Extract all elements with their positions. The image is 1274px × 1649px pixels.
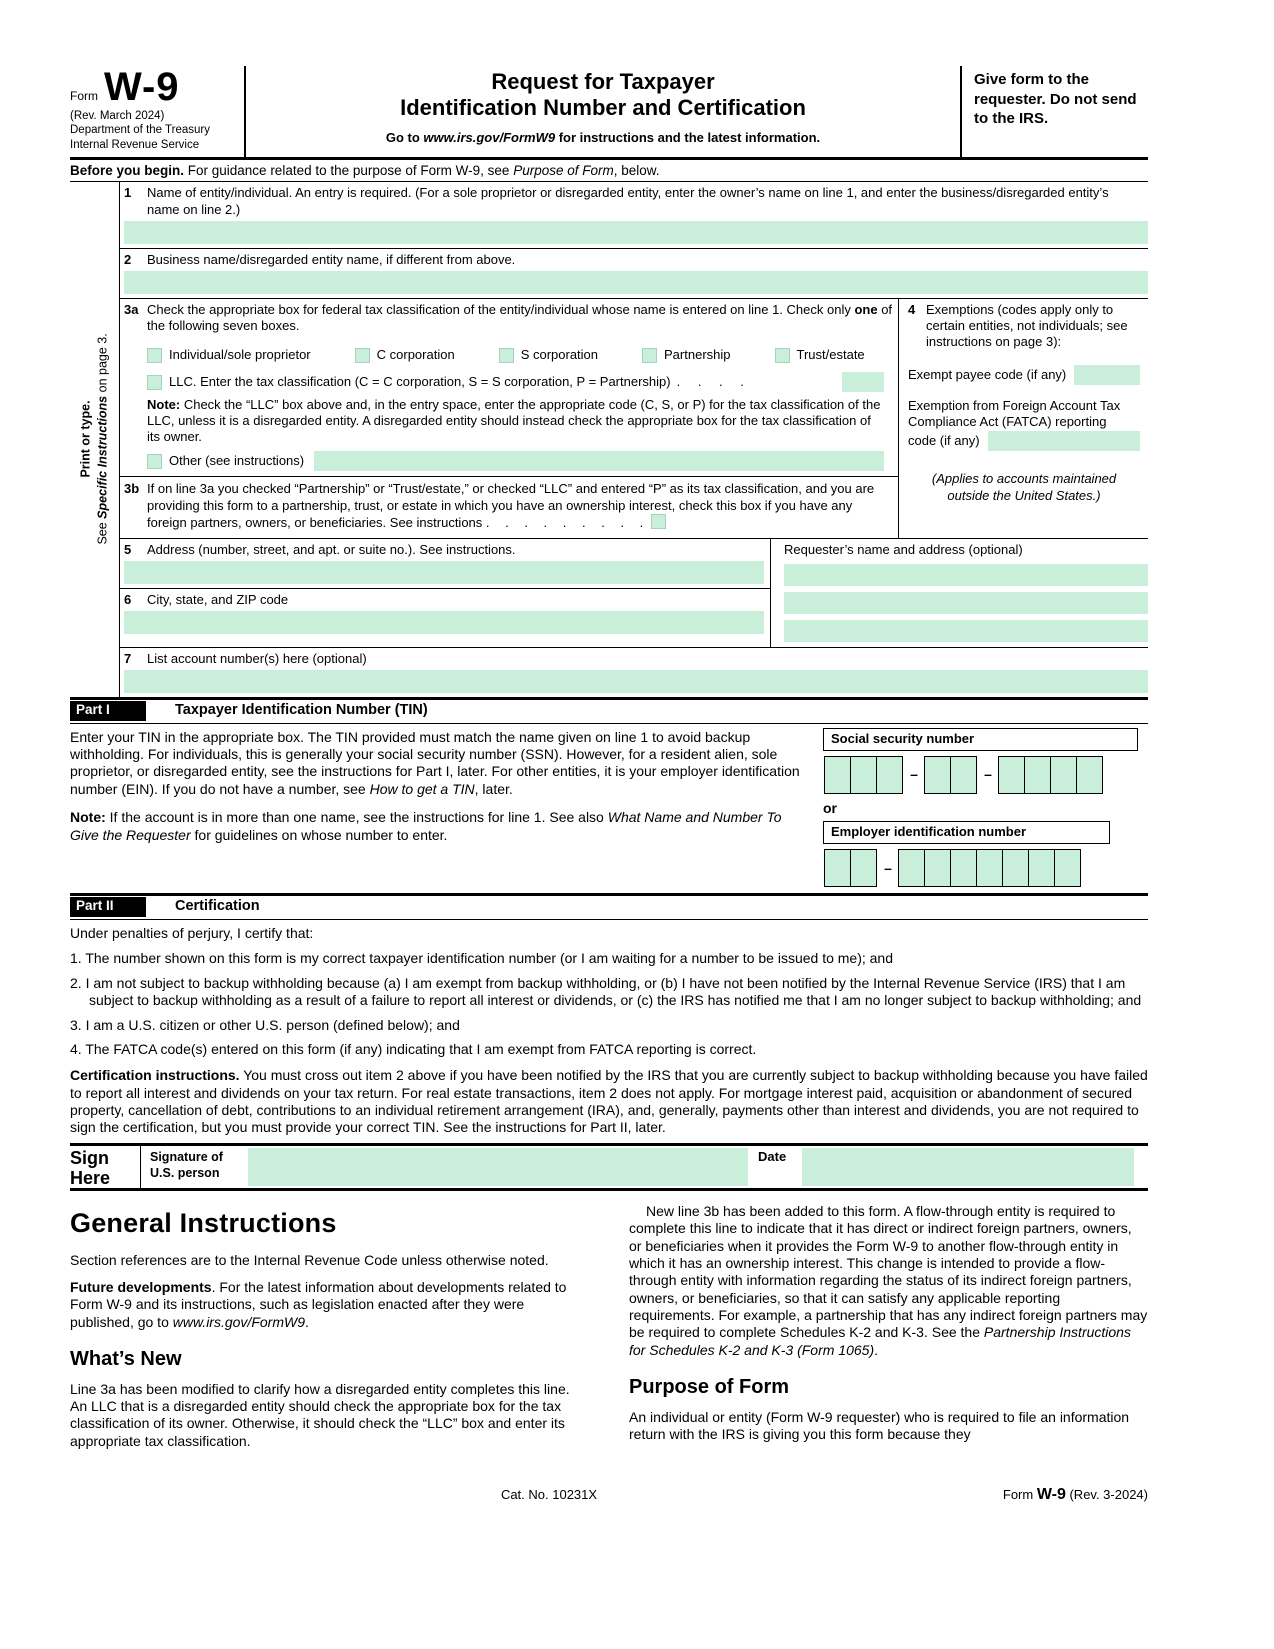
ssn-digit-box[interactable]: [998, 756, 1025, 794]
line-1-number: 1: [124, 185, 132, 201]
certification-item-2: 2. I am not subject to backup withholding because (a) I am exempt from backup withholding, or (b) I have not been notified by the Internal Revenue Service (IRS) that I am subject to backup withholding as a result of a failure to report all interest or dividends, or (c) the IRS has notified me that I am no longer subject to backup withholding; and: [70, 974, 1142, 1009]
ssn-dash: –: [984, 766, 992, 783]
requester-label: Requester’s name and address (optional): [784, 541, 1023, 557]
line-3b-number: 3b: [124, 481, 140, 497]
box-4-label: Exemptions (codes apply only to certain entities, not individuals; see instructions on page 3):: [926, 301, 1128, 350]
line-3b-label: If on line 3a you checked “Partnership” or “Trust/estate,” or checked “LLC” and entered “P” as its tax classification, and you are providing this form to a partnership, trust, or estate in which you have an ownership interest, check this box if you have any foreign partners, owners, or beneficiaries. See instructions . . . . . . . . .: [147, 481, 875, 530]
signature-input[interactable]: [248, 1148, 748, 1186]
llc-label: LLC. Enter the tax classification (C = C corporation, S = S corporation, P = Partnership): [169, 374, 671, 390]
line-2-label: Business name/disregarded entity name, if different from above.: [147, 251, 516, 267]
checkbox-s-corporation[interactable]: [499, 348, 514, 363]
form-revision: (Rev. March 2024): [70, 110, 165, 122]
ein-digit-box[interactable]: [1054, 849, 1081, 887]
ssn-digit-box[interactable]: [924, 756, 951, 794]
fatca-label: Exemption from Foreign Account Tax Compliance Act (FATCA) reporting: [908, 398, 1121, 430]
print-or-type-label: Print or type.: [78, 401, 93, 479]
part-2-header: [70, 893, 1148, 920]
line-6-number: 6: [124, 591, 132, 607]
purpose-of-form-heading: Purpose of Form: [629, 1376, 790, 1399]
instructions-right-column: [629, 1203, 1148, 1459]
line-7-number: 7: [124, 650, 132, 666]
form-name: W-9: [104, 65, 180, 109]
ssn-digit-box[interactable]: [1024, 756, 1051, 794]
line-2-number: 2: [124, 251, 132, 267]
part-1-badge: Part I: [70, 701, 146, 721]
future-developments-paragraph: Future developments. For the latest information about developments related to Form W-9 and its instructions, such as legislation enacted after they were published, go to www.irs.gov/FormW9.: [70, 1278, 567, 1330]
ein-digit-box[interactable]: [850, 849, 877, 887]
certification-intro: Under penalties of perjury, I certify that:: [70, 925, 314, 942]
fatca-code-input[interactable]: [988, 431, 1140, 451]
ssn-digit-box[interactable]: [1050, 756, 1077, 794]
line-1-label: Name of entity/individual. An entry is required. (For a sole proprietor or disregarded entity, enter the owner’s name on line 1, and enter the business/disregarded entity’s name on line 2.): [147, 185, 1109, 217]
applies-note: (Applies to accounts maintained outside the United States.): [931, 471, 1117, 504]
checkbox-llc[interactable]: [147, 375, 162, 390]
box-4-exemptions: [898, 299, 1148, 538]
ein-digit-box[interactable]: [898, 849, 925, 887]
tin-entry-column: [823, 724, 1148, 894]
ssn-digit-box[interactable]: [850, 756, 877, 794]
section-references-paragraph: Section references are to the Internal Revenue Code unless otherwise noted.: [70, 1252, 549, 1269]
signature-of-label: Signature of U.S. person: [140, 1146, 240, 1188]
ein-digit-box[interactable]: [924, 849, 951, 887]
ssn-digit-box[interactable]: [1076, 756, 1103, 794]
ein-digit-box[interactable]: [976, 849, 1003, 887]
name-input[interactable]: [124, 221, 1148, 244]
title-line-2: Identification Number and Certification: [400, 94, 806, 120]
ein-digit-box[interactable]: [1028, 849, 1055, 887]
checkbox-other[interactable]: [147, 454, 162, 469]
ssn-dash: –: [910, 766, 918, 783]
account-numbers-input[interactable]: [124, 670, 1148, 693]
line-5-label: Address (number, street, and apt. or suite no.). See instructions.: [147, 541, 516, 557]
fatca-code-label: code (if any): [908, 433, 980, 449]
llc-dot-leader: . . . .: [676, 374, 744, 390]
general-instructions-heading: General Instructions: [70, 1207, 337, 1238]
ssn-digit-box[interactable]: [950, 756, 977, 794]
ssn-digit-box[interactable]: [824, 756, 851, 794]
ein-digit-row: [825, 849, 1148, 887]
form-identity-block: [70, 66, 246, 157]
line-6-row: [120, 589, 770, 634]
line-1-row: [120, 182, 1148, 248]
before-you-begin: Before you begin. For guidance related to the purpose of Form W-9, see Purpose of Form, below.: [70, 162, 660, 178]
requester-input-2[interactable]: [784, 592, 1148, 614]
line-5-number: 5: [124, 541, 132, 557]
requester-input-3[interactable]: [784, 620, 1148, 642]
goto-line: Go to www.irs.gov/FormW9 for instructions and the latest information.: [385, 129, 821, 145]
exempt-payee-code-input[interactable]: [1074, 365, 1140, 385]
certification-item-3: 3. I am a U.S. citizen or other U.S. person (defined below); and: [70, 1016, 460, 1033]
classification-checkboxes: [147, 347, 898, 363]
line-3a-section: [120, 299, 898, 478]
line-3b-dot-leader: . . . . . . . . .: [485, 514, 644, 530]
part-1-title: Taxpayer Identification Number (TIN): [175, 701, 428, 718]
page-footer: [70, 1487, 1148, 1511]
date-label: Date: [758, 1148, 787, 1164]
checkbox-3b-foreign-partners[interactable]: [651, 514, 666, 529]
whats-new-paragraph: Line 3a has been modified to clarify how a disregarded entity completes this line. An LLC that is a disregarded entity should check the appropriate box for the tax classification of its owner. Otherwise, it should check the “LLC” box and enter its appropriate tax classification.: [70, 1380, 570, 1449]
llc-classification-input[interactable]: [842, 372, 884, 392]
line-7-row: [120, 648, 1148, 693]
checkbox-trust-estate[interactable]: [775, 348, 790, 363]
llc-row: [147, 372, 898, 392]
requester-box: [770, 539, 1148, 647]
line-3b-section: [120, 477, 898, 537]
checkbox-c-corporation[interactable]: [355, 348, 370, 363]
ssn-label: Social security number: [823, 728, 1138, 751]
exempt-payee-label: Exempt payee code (if any): [908, 367, 1067, 383]
business-name-input[interactable]: [124, 271, 1148, 294]
box-4-number: 4: [908, 301, 916, 317]
service-line: Internal Revenue Service: [70, 138, 200, 151]
part-2-badge: Part II: [70, 897, 146, 917]
part-2-title: Certification: [175, 898, 260, 915]
checkbox-individual-sole-proprietor[interactable]: [147, 348, 162, 363]
certification-instructions: Certification instructions. You must cross out item 2 above if you have been notified by the IRS that you are currently subject to backup withholding because you have failed to report all interest and dividends on your tax return. For real estate transactions, item 2 does not apply. For mortgage interest paid, acquisition or abandonment of secured property, cancellation of debt, contributions to an individual retirement arrangement (IRA), and, generally, payments other than interest and dividends, you are not required to sign the certification, but you must provide your correct TIN. See the instructions for Part II, later.: [70, 1067, 1148, 1136]
give-form-notice: Give form to the requester. Do not send to the IRS.: [974, 71, 1137, 127]
form-lines-box: [70, 181, 1148, 697]
label-s-corporation: S corporation: [520, 347, 599, 363]
certification-item-4: 4. The FATCA code(s) entered on this form (if any) indicating that I am exempt from FATCA reporting is correct.: [70, 1040, 757, 1057]
print-or-type-sidebar: [70, 182, 120, 697]
part-1-header: [70, 697, 1148, 724]
form-header: [70, 66, 1148, 160]
specific-instructions-label: See Specific Instructions on page 3.: [95, 334, 110, 546]
signature-section: [70, 1143, 1148, 1191]
label-trust-estate: Trust/estate: [796, 347, 865, 363]
address-input[interactable]: [124, 561, 764, 584]
other-classification-input[interactable]: [314, 451, 884, 471]
ein-digit-box[interactable]: [824, 849, 851, 887]
form-word: Form: [70, 89, 98, 103]
label-partnership: Partnership: [664, 347, 731, 363]
ein-label: Employer identification number: [823, 821, 1110, 844]
general-instructions: [70, 1203, 1148, 1459]
title-line-1: Request for Taxpayer: [491, 69, 715, 94]
form-number-line: [70, 65, 238, 109]
ein-dash: –: [884, 859, 892, 876]
footer-form-id: Form W-9 (Rev. 3-2024): [1002, 1486, 1148, 1504]
part-1-body: [70, 724, 1148, 894]
purpose-of-form-paragraph: An individual or entity (Form W-9 requester) who is required to file an information return with the IRS is giving you this form because they: [629, 1409, 1130, 1443]
form-title-block: [246, 66, 962, 157]
other-label: Other (see instructions): [169, 453, 305, 469]
or-label: or: [823, 799, 837, 816]
city-state-zip-input[interactable]: [124, 611, 764, 634]
tin-instructions: Enter your TIN in the appropriate box. The TIN provided must match the name given on line 1 to avoid backup withholding. For individuals, this is generally your social security number (SSN). However, for a resident alien, sole proprietor, or disregarded entity, see the instructions for Part I, later. For other entities, it is your employer identification number (EIN). If you do not have a number, see How to get a TIN, later.: [70, 728, 800, 797]
ssn-digit-row: [825, 756, 1148, 794]
whats-new-heading: What’s New: [70, 1347, 182, 1370]
line-6-label: City, state, and ZIP code: [147, 591, 289, 607]
line-5-6-region: [120, 539, 1148, 648]
other-row: [147, 451, 898, 471]
line-2-row: [120, 249, 1148, 299]
line-3a-number: 3a: [124, 301, 139, 317]
instructions-left-column: [70, 1203, 589, 1459]
tin-note: Note: If the account is in more than one name, see the instructions for line 1. See also What Name and Number To Give the Requester for guidelines on whose number to enter.: [70, 809, 782, 843]
line-7-label: List account number(s) here (optional): [147, 650, 367, 666]
part-2-body: [70, 920, 1148, 1143]
line-3a-label: Check the appropriate box for federal tax classification of the entity/individual whose name is entered on line 1. Check only one of the following seven boxes.: [147, 301, 893, 333]
line-3-and-4-region: [120, 299, 1148, 539]
certification-item-1: 1. The number shown on this form is my correct taxpayer identification number (or I am waiting for a number to be issued to me); and: [70, 950, 894, 967]
irs-url: www.irs.gov/FormW9: [423, 129, 556, 145]
label-c-corporation: C corporation: [376, 347, 455, 363]
ein-digit-box[interactable]: [1002, 849, 1029, 887]
line-5-row: [120, 539, 770, 589]
page-title: [258, 69, 948, 121]
requester-input-1[interactable]: [784, 564, 1148, 586]
checkbox-partnership[interactable]: [642, 348, 657, 363]
label-individual-sole-proprietor: Individual/sole proprietor: [169, 347, 311, 363]
date-input[interactable]: [802, 1148, 1134, 1186]
line-3b-explanation-paragraph: New line 3b has been added to this form. A flow-through entity is required to complete this line to indicate that it has direct or indirect foreign partners, owners, or beneficiaries when it provides the Form W-9 to another flow-through entity in which it has an ownership interest. This change is intended to provide a flow-through entity with information regarding the status of its indirect foreign partners, owners, or beneficiaries, so that it can satisfy any applicable reporting requirements. For example, a partnership that has any indirect foreign partners may be required to complete Schedules K-2 and K-3. See the Partnership Instructions for Schedules K-2 and K-3 (Form 1065).: [629, 1202, 1148, 1358]
catalog-number: Cat. No. 10231X: [500, 1487, 598, 1503]
ein-digit-box[interactable]: [950, 849, 977, 887]
sign-here-label: Sign Here: [70, 1147, 111, 1188]
ssn-digit-box[interactable]: [876, 756, 903, 794]
department-line: Department of the Treasury: [70, 124, 210, 137]
llc-note: Note: Check the “LLC” box above and, in the entry space, enter the appropriate code (C, S, or P) for the tax classification of the LLC, unless it is a disregarded entity. A disregarded entity should instead check the appropriate box for the tax classification of its owner.: [147, 397, 881, 445]
